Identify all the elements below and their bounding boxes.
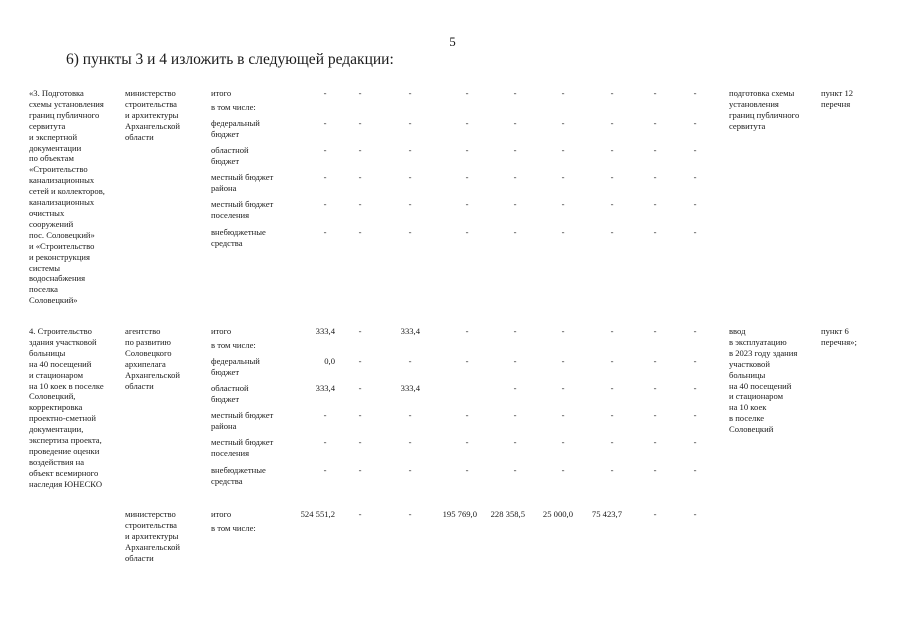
measure-name: 4. Строительство здания участковой больницы на 40 посещений и стационаром на 10 коек в поселке Соловецкий, корректировка проектно-сметной документации, экспертиза проекта, проведение оценки воздействия на объект всемирного наследия ЮНЕСКО — [29, 326, 104, 489]
funding-value: - — [358, 227, 362, 237]
funding-value: - — [693, 465, 697, 475]
funding-value: - — [561, 465, 565, 475]
funding-value: - — [358, 383, 362, 393]
funding-value: - — [561, 172, 565, 182]
funding-value: - — [610, 465, 614, 475]
funding-value: 195 769,0 — [442, 509, 477, 519]
funding-value: - — [358, 437, 362, 447]
funding-value: - — [610, 227, 614, 237]
funding-value: 75 423,7 — [591, 509, 622, 519]
page-number: 5 — [449, 34, 456, 49]
funding-value: - — [323, 172, 327, 182]
funding-source-label: итого — [211, 326, 232, 336]
funding-value: - — [323, 465, 327, 475]
funding-value: - — [465, 88, 469, 98]
reference-item: пункт 6 перечня»; — [821, 326, 857, 347]
funding-value: - — [653, 199, 657, 209]
funding-value: 0,0 — [324, 356, 335, 366]
funding-value: - — [513, 356, 517, 366]
funding-value: - — [653, 437, 657, 447]
funding-value: 333,4 — [400, 326, 420, 336]
funding-value: - — [610, 199, 614, 209]
funding-value: - — [323, 88, 327, 98]
funding-value: - — [513, 437, 517, 447]
funding-value: - — [513, 199, 517, 209]
funding-value: - — [693, 118, 697, 128]
funding-value: - — [561, 437, 565, 447]
amendment-heading: 6) пункты 3 и 4 изложить в следующей редакции: — [66, 51, 394, 68]
funding-value: - — [653, 145, 657, 155]
funding-value: - — [465, 465, 469, 475]
funding-value: - — [693, 199, 697, 209]
funding-value: - — [513, 383, 517, 393]
funding-value: - — [408, 118, 412, 128]
funding-value: - — [513, 465, 517, 475]
funding-value: - — [513, 172, 517, 182]
funding-value: - — [358, 88, 362, 98]
funding-value: - — [465, 356, 469, 366]
funding-value: - — [513, 227, 517, 237]
funding-value: - — [693, 227, 697, 237]
funding-value: - — [561, 118, 565, 128]
funding-value: - — [408, 410, 412, 420]
funding-value: 524 551,2 — [300, 509, 335, 519]
executor-name: агентство по развитию Соловецкого архипелага Архангельской области — [125, 326, 180, 391]
expected-result: ввод в эксплуатацию в 2023 году здания участковой больницы на 40 посещений и стационаром на 10 коек в поселке Соловецкий — [729, 326, 798, 435]
funding-value: - — [465, 118, 469, 128]
funding-value: - — [408, 465, 412, 475]
executor-name: министерство строительства и архитектуры Архангельской области — [125, 509, 180, 563]
funding-value: - — [408, 88, 412, 98]
funding-value: - — [610, 326, 614, 336]
funding-source-label: областной бюджет — [211, 145, 249, 166]
funding-value: - — [323, 227, 327, 237]
funding-value: - — [323, 437, 327, 447]
funding-value: - — [513, 118, 517, 128]
funding-value: - — [513, 410, 517, 420]
funding-source-label: областной бюджет — [211, 383, 249, 404]
funding-source-label: местный бюджет поселения — [211, 199, 274, 220]
funding-value: - — [610, 356, 614, 366]
funding-value: - — [693, 509, 697, 519]
funding-value: - — [653, 383, 657, 393]
funding-value: - — [653, 88, 657, 98]
funding-value: 333,4 — [315, 326, 335, 336]
funding-value: - — [653, 326, 657, 336]
funding-value: - — [693, 145, 697, 155]
funding-source-label: федеральный бюджет — [211, 356, 260, 377]
funding-value: - — [408, 199, 412, 209]
funding-value: - — [465, 172, 469, 182]
funding-value: - — [693, 172, 697, 182]
funding-value: - — [358, 410, 362, 420]
funding-value: - — [323, 118, 327, 128]
expected-result: подготовка схемы установления границ публичного сервитута — [729, 88, 800, 131]
funding-value: - — [653, 227, 657, 237]
funding-value: - — [408, 145, 412, 155]
funding-value: - — [408, 356, 412, 366]
funding-value: - — [358, 326, 362, 336]
funding-source-label: в том числе: — [211, 340, 256, 350]
funding-value: - — [358, 172, 362, 182]
funding-value: - — [513, 145, 517, 155]
funding-value: - — [358, 465, 362, 475]
funding-source-label: итого — [211, 88, 232, 98]
funding-value: - — [358, 509, 362, 519]
funding-value: 333,4 — [400, 383, 420, 393]
funding-source-label: в том числе: — [211, 102, 256, 112]
funding-value: - — [693, 356, 697, 366]
funding-value: - — [465, 410, 469, 420]
funding-value: - — [561, 88, 565, 98]
funding-value: - — [358, 118, 362, 128]
measure-name: «3. Подготовка схемы установления границ публичного сервитута и экспертной документации по объектам «Строительство канализационных сетей и коллекторов, канализационных очистных сооружений пос. Соловецкий» и «Строительство и реконструкция системы водоснабжения поселка Соловецкий» — [29, 88, 105, 306]
funding-source-label: итого — [211, 509, 232, 519]
reference-item: пункт 12 перечня — [821, 88, 854, 109]
funding-value: - — [358, 356, 362, 366]
funding-source-label: внебюджетные средства — [211, 227, 266, 248]
funding-value: - — [610, 437, 614, 447]
funding-value: - — [465, 199, 469, 209]
funding-value: - — [358, 199, 362, 209]
funding-value: - — [653, 410, 657, 420]
funding-value: - — [323, 145, 327, 155]
funding-value: - — [358, 145, 362, 155]
funding-value: - — [693, 437, 697, 447]
funding-value: - — [610, 410, 614, 420]
funding-value: 25 000,0 — [542, 509, 573, 519]
funding-value: 333,4 — [315, 383, 335, 393]
funding-source-label: внебюджетные средства — [211, 465, 266, 486]
funding-value: - — [653, 509, 657, 519]
funding-source-label: местный бюджет района — [211, 172, 274, 193]
funding-value: - — [610, 118, 614, 128]
funding-value: - — [561, 383, 565, 393]
funding-value: - — [653, 172, 657, 182]
funding-value: - — [561, 145, 565, 155]
funding-value: - — [408, 437, 412, 447]
funding-value: - — [693, 410, 697, 420]
funding-value: - — [610, 172, 614, 182]
funding-value: - — [610, 383, 614, 393]
funding-value: - — [610, 88, 614, 98]
funding-value: - — [693, 88, 697, 98]
funding-value: - — [561, 227, 565, 237]
funding-value: - — [693, 383, 697, 393]
funding-value: - — [561, 356, 565, 366]
funding-value: - — [610, 145, 614, 155]
funding-value: - — [465, 145, 469, 155]
funding-value: - — [513, 88, 517, 98]
funding-source-label: в том числе: — [211, 523, 256, 533]
funding-value: - — [408, 509, 412, 519]
funding-value: - — [323, 199, 327, 209]
funding-value: - — [408, 227, 412, 237]
funding-value: - — [513, 326, 517, 336]
funding-value: - — [561, 326, 565, 336]
funding-value: - — [653, 465, 657, 475]
funding-source-label: местный бюджет района — [211, 410, 274, 431]
executor-name: министерство строительства и архитектуры Архангельской области — [125, 88, 180, 142]
funding-value: - — [561, 410, 565, 420]
funding-source-label: федеральный бюджет — [211, 118, 260, 139]
funding-value: - — [465, 326, 469, 336]
funding-value: - — [465, 227, 469, 237]
funding-value: - — [653, 356, 657, 366]
funding-value: - — [408, 172, 412, 182]
funding-value: - — [323, 410, 327, 420]
funding-value: 228 358,5 — [490, 509, 525, 519]
funding-value: - — [693, 326, 697, 336]
funding-value: - — [465, 437, 469, 447]
funding-source-label: местный бюджет поселения — [211, 437, 274, 458]
funding-value: - — [653, 118, 657, 128]
funding-value: - — [561, 199, 565, 209]
